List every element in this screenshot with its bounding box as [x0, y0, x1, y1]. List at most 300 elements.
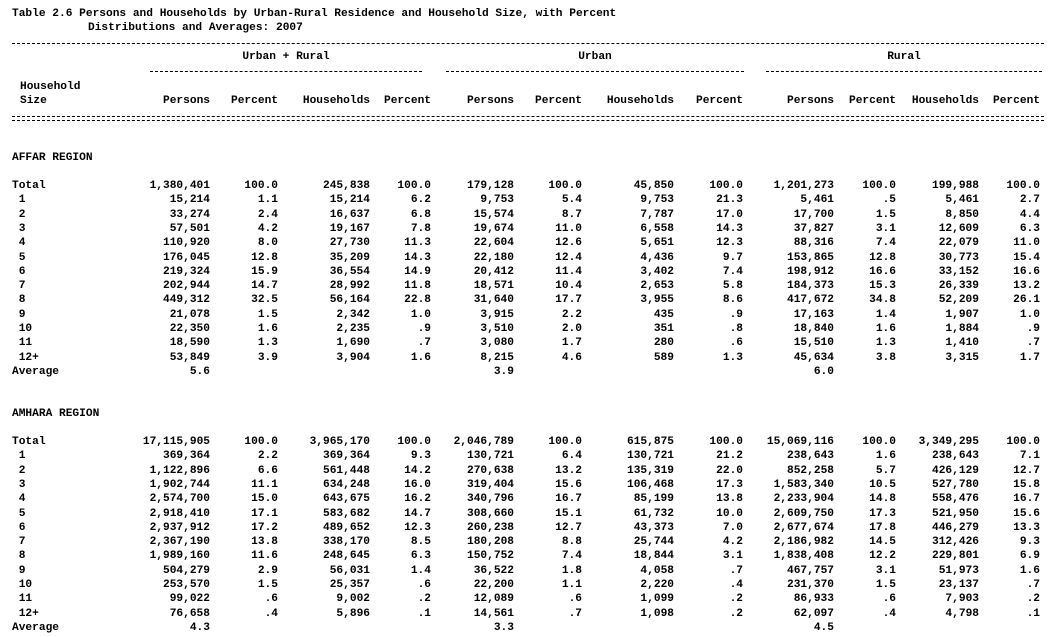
table-cell: 10.5 [869, 479, 896, 491]
table-cell: 7,787 [640, 209, 674, 221]
table-cell: 37,827 [793, 223, 834, 235]
table-cell: 3,402 [640, 266, 674, 278]
table-cell: 2.2 [561, 309, 582, 321]
table-cell: 7.4 [875, 237, 896, 249]
table-cell: 1.3 [875, 337, 896, 349]
table-cell: 426,129 [932, 465, 979, 477]
table-cell: 1.4 [410, 565, 431, 577]
row-label: Average [12, 366, 59, 378]
table-cell: 12.7 [1013, 465, 1040, 477]
table-cell: 27,730 [329, 237, 370, 249]
table-cell: 11.0 [555, 223, 582, 235]
group-rule-urban [446, 71, 744, 72]
table-cell: 15.6 [555, 479, 582, 491]
table-cell: 615,875 [627, 436, 674, 448]
table-cell: 417,672 [787, 294, 834, 306]
table-cell: 22.0 [716, 465, 743, 477]
table-cell: .1 [417, 608, 431, 620]
table-cell: 150,752 [467, 550, 514, 562]
table-cell: 489,652 [323, 522, 370, 534]
table-cell: 25,357 [329, 579, 370, 591]
table-cell: 643,675 [323, 493, 370, 505]
table-cell: 17.2 [251, 522, 278, 534]
row-label: 10 [12, 579, 33, 591]
table-cell: 11.3 [404, 237, 431, 249]
table-cell: 5.4 [561, 194, 582, 206]
column-header-r-percent: Percent [849, 95, 896, 107]
table-cell: 12.6 [555, 237, 582, 249]
table-cell: 8.8 [561, 536, 582, 548]
table-cell: 3,965,170 [309, 436, 370, 448]
row-label: 4 [12, 493, 26, 505]
table-cell: 11.4 [555, 266, 582, 278]
table-cell: 1.4 [875, 309, 896, 321]
table-cell: 15.9 [251, 266, 278, 278]
column-header-u-percent: Percent [535, 95, 582, 107]
table-cell: .7 [1026, 579, 1040, 591]
table-cell: 25,744 [633, 536, 674, 548]
table-cell: 12.8 [251, 252, 278, 264]
table-cell: 14,561 [473, 608, 514, 620]
row-label: 7 [12, 536, 26, 548]
table-cell: 446,279 [932, 522, 979, 534]
table-cell: 28,992 [329, 280, 370, 292]
table-cell: 5.7 [875, 465, 896, 477]
table-cell: 338,170 [323, 536, 370, 548]
table-cell: 7.0 [722, 522, 743, 534]
table-cell: 852,258 [787, 465, 834, 477]
table-cell: 1.0 [410, 309, 431, 321]
table-cell: 1.5 [257, 309, 278, 321]
table-cell: 9,753 [480, 194, 514, 206]
table-cell: 8,850 [945, 209, 979, 221]
table-cell: 32.5 [251, 294, 278, 306]
table-cell: 135,319 [627, 465, 674, 477]
column-header-u-households: Households [606, 95, 674, 107]
table-cell: 7.4 [561, 550, 582, 562]
table-cell: 1.5 [257, 579, 278, 591]
table-cell: 2,367,190 [149, 536, 210, 548]
table-cell: .6 [417, 579, 431, 591]
row-header-line2: Size [20, 95, 47, 107]
table-cell: 17.1 [251, 508, 278, 520]
table-cell: 14.3 [404, 252, 431, 264]
table-cell: 219,324 [163, 266, 210, 278]
table-cell: 100.0 [548, 180, 582, 192]
table-cell: 10.4 [555, 280, 582, 292]
table-cell: 12,609 [938, 223, 979, 235]
table-cell: 319,404 [467, 479, 514, 491]
table-cell: .2 [1026, 593, 1040, 605]
table-cell: 88,316 [793, 237, 834, 249]
row-label: 2 [12, 209, 26, 221]
table-cell: 4.2 [257, 223, 278, 235]
table-cell: 23,137 [938, 579, 979, 591]
table-cell: 8.0 [257, 237, 278, 249]
table-cell: 9.3 [410, 450, 431, 462]
table-cell: 16.6 [1013, 266, 1040, 278]
table-cell: 14.2 [404, 465, 431, 477]
table-cell: 238,643 [932, 450, 979, 462]
table-cell: 17.0 [716, 209, 743, 221]
table-cell: 238,643 [787, 450, 834, 462]
table-cell: 43,373 [633, 522, 674, 534]
table-cell: 45,634 [793, 352, 834, 364]
group-header-rural: Rural [887, 51, 921, 63]
table-cell: 15.8 [1013, 479, 1040, 491]
table-cell: 1,884 [945, 323, 979, 335]
table-cell: 2.2 [257, 450, 278, 462]
table-cell: 14.9 [404, 266, 431, 278]
table-cell: 1,122,896 [149, 465, 210, 477]
table-cell: 17.7 [555, 294, 582, 306]
row-label: 2 [12, 465, 26, 477]
table-cell: 18,571 [473, 280, 514, 292]
table-cell: 6.4 [561, 450, 582, 462]
table-cell: 1,838,408 [773, 550, 834, 562]
table-cell: 583,682 [323, 508, 370, 520]
table-cell: 17.3 [869, 508, 896, 520]
row-label: 12+ [12, 352, 39, 364]
region-name: AMHARA REGION [12, 408, 100, 420]
table-cell: 467,757 [787, 565, 834, 577]
table-cell: 17,700 [793, 209, 834, 221]
table-cell: 21.2 [716, 450, 743, 462]
table-cell: 231,370 [787, 579, 834, 591]
column-header-r-persons: Persons [787, 95, 834, 107]
table-cell: .5 [882, 194, 896, 206]
table-cell: 198,912 [787, 266, 834, 278]
table-cell: 51,973 [938, 565, 979, 577]
header-rule-1 [12, 116, 1044, 117]
row-label: 12+ [12, 608, 39, 620]
table-cell: 1.1 [257, 194, 278, 206]
table-cell: 1,410 [945, 337, 979, 349]
table-cell: 245,838 [323, 180, 370, 192]
table-cell: 202,944 [163, 280, 210, 292]
table-cell: 253,570 [163, 579, 210, 591]
table-cell: .7 [568, 608, 582, 620]
column-header-ur-percent: Percent [231, 95, 278, 107]
table-cell: 280 [653, 337, 674, 349]
table-cell: 2,233,904 [773, 493, 834, 505]
table-cell: 56,164 [329, 294, 370, 306]
table-cell: 15.4 [1013, 252, 1040, 264]
row-label: Average [12, 622, 59, 634]
table-cell: 17,115,905 [142, 436, 210, 448]
table-cell: 15.3 [869, 280, 896, 292]
row-label: 11 [12, 593, 33, 605]
table-cell: 13.3 [1013, 522, 1040, 534]
table-cell: 1.3 [257, 337, 278, 349]
table-cell: 1,907 [945, 309, 979, 321]
row-label: 6 [12, 266, 26, 278]
table-cell: 340,796 [467, 493, 514, 505]
table-cell: 4.4 [1019, 209, 1040, 221]
table-cell: 86,933 [793, 593, 834, 605]
table-cell: 11.0 [1013, 237, 1040, 249]
table-cell: 11.6 [251, 550, 278, 562]
table-cell: 14.7 [404, 508, 431, 520]
group-rule-rural [766, 71, 1042, 72]
table-cell: 9.3 [1019, 536, 1040, 548]
table-cell: .4 [882, 608, 896, 620]
row-label: 9 [12, 309, 26, 321]
table-cell: 17.8 [869, 522, 896, 534]
table-cell: 3,904 [336, 352, 370, 364]
table-cell: 229,801 [932, 550, 979, 562]
table-cell: 26,339 [938, 280, 979, 292]
table-cell: 3.9 [493, 366, 514, 378]
row-label: Total [12, 180, 46, 192]
table-cell: .7 [1026, 337, 1040, 349]
table-cell: 14.5 [869, 536, 896, 548]
table-cell: 8.6 [722, 294, 743, 306]
table-cell: 22.8 [404, 294, 431, 306]
table-cell: 9,753 [640, 194, 674, 206]
table-cell: 2,046,789 [453, 436, 514, 448]
table-cell: 22,079 [938, 237, 979, 249]
table-cell: 15,069,116 [766, 436, 834, 448]
table-cell: 76,658 [169, 608, 210, 620]
table-cell: 1.6 [257, 323, 278, 335]
table-cell: 16.2 [404, 493, 431, 505]
table-cell: 3.8 [875, 352, 896, 364]
table-cell: 16.6 [869, 266, 896, 278]
table-cell: 12,089 [473, 593, 514, 605]
column-header-ur-households: Households [302, 95, 370, 107]
table-cell: 1.6 [1019, 565, 1040, 577]
table-cell: 7.4 [722, 266, 743, 278]
table-cell: 26.1 [1013, 294, 1040, 306]
table-cell: 2,342 [336, 309, 370, 321]
table-cell: 15.6 [1013, 508, 1040, 520]
table-cell: 7,903 [945, 593, 979, 605]
table-cell: 1,380,401 [149, 180, 210, 192]
table-cell: 7.8 [410, 223, 431, 235]
table-cell: 19,167 [329, 223, 370, 235]
table-cell: 100.0 [244, 180, 278, 192]
column-header-r-households: Households [911, 95, 979, 107]
row-label: 10 [12, 323, 33, 335]
table-cell: 179,128 [467, 180, 514, 192]
table-cell: .2 [729, 608, 743, 620]
table-cell: 100.0 [244, 436, 278, 448]
table-cell: 21,078 [169, 309, 210, 321]
table-cell: 110,920 [163, 237, 210, 249]
table-cell: 3.1 [875, 223, 896, 235]
table-cell: 2,574,700 [149, 493, 210, 505]
table-cell: 7.1 [1019, 450, 1040, 462]
table-cell: 1,989,160 [149, 550, 210, 562]
table-cell: 1.5 [875, 209, 896, 221]
group-header-urban-rural: Urban + Rural [242, 51, 330, 63]
table-cell: 3.9 [257, 352, 278, 364]
table-cell: 2,677,674 [773, 522, 834, 534]
table-cell: 10.0 [716, 508, 743, 520]
table-cell: 1.7 [1019, 352, 1040, 364]
table-cell: 35,209 [329, 252, 370, 264]
table-cell: 1.6 [875, 323, 896, 335]
table-cell: 2,186,982 [773, 536, 834, 548]
table-cell: 12.7 [555, 522, 582, 534]
table-cell: 12.4 [555, 252, 582, 264]
table-cell: .6 [729, 337, 743, 349]
table-cell: 15,214 [329, 194, 370, 206]
table-cell: 3,915 [480, 309, 514, 321]
column-header-u-hh-percent: Percent [696, 95, 743, 107]
row-label: 8 [12, 550, 26, 562]
table-cell: .6 [882, 593, 896, 605]
table-cell: 12.3 [716, 237, 743, 249]
table-cell: 15,574 [473, 209, 514, 221]
row-label: 9 [12, 565, 26, 577]
table-cell: 11.1 [251, 479, 278, 491]
table-cell: 6.8 [410, 209, 431, 221]
table-cell: 18,844 [633, 550, 674, 562]
table-cell: 15.1 [555, 508, 582, 520]
table-cell: 1.7 [561, 337, 582, 349]
table-cell: 2.7 [1019, 194, 1040, 206]
table-cell: .9 [417, 323, 431, 335]
table-cell: 1.3 [722, 352, 743, 364]
table-cell: .7 [729, 565, 743, 577]
table-cell: 100.0 [709, 180, 743, 192]
table-cell: .9 [729, 309, 743, 321]
table-cell: 1.8 [561, 565, 582, 577]
row-label: 3 [12, 479, 26, 491]
table-cell: 5,461 [945, 194, 979, 206]
table-cell: 2,937,912 [149, 522, 210, 534]
row-label: 11 [12, 337, 33, 349]
table-cell: 45,850 [633, 180, 674, 192]
table-cell: 52,209 [938, 294, 979, 306]
table-cell: 33,274 [169, 209, 210, 221]
table-cell: 2.4 [257, 209, 278, 221]
group-header-urban: Urban [578, 51, 612, 63]
table-cell: 9.7 [722, 252, 743, 264]
table-cell: 12.2 [869, 550, 896, 562]
table-cell: 22,604 [473, 237, 514, 249]
table-cell: 19,674 [473, 223, 514, 235]
table-cell: 504,279 [163, 565, 210, 577]
table-cell: 1,690 [336, 337, 370, 349]
table-cell: 4,798 [945, 608, 979, 620]
table-cell: 6.0 [813, 366, 834, 378]
table-cell: 33,152 [938, 266, 979, 278]
row-label: 8 [12, 294, 26, 306]
table-cell: 369,364 [163, 450, 210, 462]
table-cell: 4,436 [640, 252, 674, 264]
table-cell: 4.2 [722, 536, 743, 548]
table-cell: 4.3 [189, 622, 210, 634]
table-cell: 16.0 [404, 479, 431, 491]
table-cell: 180,208 [467, 536, 514, 548]
table-cell: 130,721 [467, 450, 514, 462]
table-cell: 3,080 [480, 337, 514, 349]
table-cell: 13.2 [1013, 280, 1040, 292]
table-cell: 62,097 [793, 608, 834, 620]
table-cell: 3.1 [875, 565, 896, 577]
table-cell: .4 [729, 579, 743, 591]
table-cell: 561,448 [323, 465, 370, 477]
table-cell: 4.5 [813, 622, 834, 634]
table-cell: 18,590 [169, 337, 210, 349]
table-cell: .6 [568, 593, 582, 605]
table-cell: 6.9 [1019, 550, 1040, 562]
table-cell: 6.3 [1019, 223, 1040, 235]
region-name: AFFAR REGION [12, 152, 93, 164]
table-cell: 15.0 [251, 493, 278, 505]
table-cell: 1.5 [875, 579, 896, 591]
row-label: 4 [12, 237, 26, 249]
table-cell: 22,350 [169, 323, 210, 335]
table-cell: .6 [264, 593, 278, 605]
table-cell: 1,583,340 [773, 479, 834, 491]
table-cell: 13.8 [716, 493, 743, 505]
table-cell: 5,461 [800, 194, 834, 206]
column-header-u-persons: Persons [467, 95, 514, 107]
table-cell: 100.0 [397, 436, 431, 448]
table-cell: 100.0 [548, 436, 582, 448]
table-cell: 3,349,295 [918, 436, 979, 448]
table-cell: 53,849 [169, 352, 210, 364]
table-cell: 100.0 [1006, 180, 1040, 192]
table-cell: 5,896 [336, 608, 370, 620]
table-cell: .9 [1026, 323, 1040, 335]
table-cell: 17.3 [716, 479, 743, 491]
table-cell: 100.0 [397, 180, 431, 192]
table-cell: 435 [653, 309, 674, 321]
table-cell: 106,468 [627, 479, 674, 491]
table-cell: 308,660 [467, 508, 514, 520]
table-cell: 6,558 [640, 223, 674, 235]
table-cell: 4,058 [640, 565, 674, 577]
table-cell: 9,002 [336, 593, 370, 605]
table-cell: 2.0 [561, 323, 582, 335]
table-cell: 57,501 [169, 223, 210, 235]
table-cell: 2,653 [640, 280, 674, 292]
top-rule [12, 43, 1044, 44]
table-cell: 15,214 [169, 194, 210, 206]
table-cell: 11.8 [404, 280, 431, 292]
table-cell: .2 [417, 593, 431, 605]
table-cell: 1.6 [410, 352, 431, 364]
table-cell: 634,248 [323, 479, 370, 491]
table-cell: 8.7 [561, 209, 582, 221]
header-rule-2 [12, 120, 1044, 121]
table-cell: 3.3 [493, 622, 514, 634]
table-cell: 4.6 [561, 352, 582, 364]
table-cell: 16.7 [555, 493, 582, 505]
table-cell: 34.8 [869, 294, 896, 306]
table-cell: 12.3 [404, 522, 431, 534]
table-cell: 22,200 [473, 579, 514, 591]
table-cell: 558,476 [932, 493, 979, 505]
table-cell: 153,865 [787, 252, 834, 264]
table-cell: 589 [653, 352, 674, 364]
table-cell: 16.7 [1013, 493, 1040, 505]
table-cell: 8,215 [480, 352, 514, 364]
table-cell: 3,955 [640, 294, 674, 306]
table-cell: 5.8 [722, 280, 743, 292]
table-cell: 270,638 [467, 465, 514, 477]
table-cell: 100.0 [862, 180, 896, 192]
table-cell: 130,721 [627, 450, 674, 462]
table-cell: 1.6 [875, 450, 896, 462]
row-header-line1: Household [20, 81, 81, 93]
table-cell: 2,235 [336, 323, 370, 335]
